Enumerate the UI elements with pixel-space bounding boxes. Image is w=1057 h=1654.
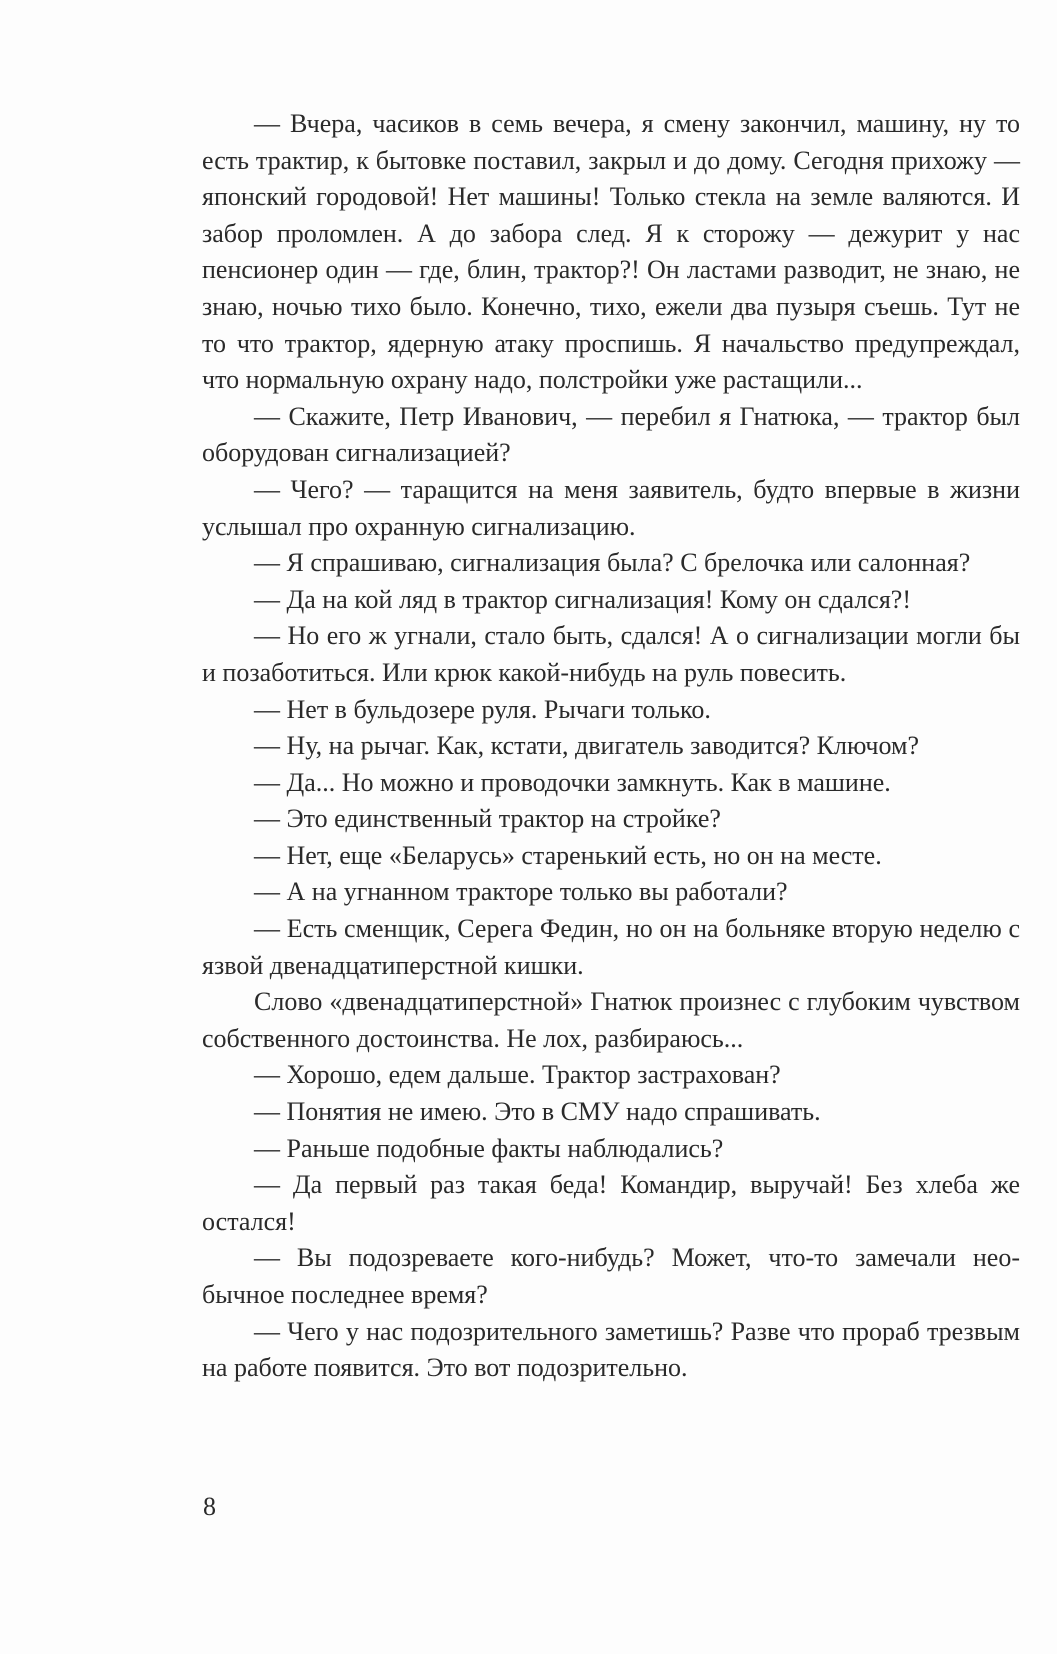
paragraph: — Это единственный трактор на стройке?: [254, 804, 721, 834]
paragraph: — Вчера, часиков в семь вечера, я смену закончил, машину, ну то есть трактир, к бытовке поставил, закрыл и до дому. Сегодня прихожу — японский городовой! Нет машины! Только стекла на земле валяются. И забор проломлен. А до забора след. Я к сторожу — дежурит у нас пенсионер один — где, блин, трактор?! Он ластами разводит, не знаю, не знаю, ночью тихо было. Конечно, тихо, ежели два пузыря съешь. Тут не то что трактор, ядерную атаку проспишь. Я начальство предупреждал, что нормальную охрану надо, полстройки уже растащили...: [202, 109, 1020, 395]
paragraph: — Да первый раз такая беда! Командир, выручай! Без хлеба же остался!: [202, 1170, 1020, 1236]
body-text: [202, 106, 1020, 1387]
paragraph: — Да... Но можно и проводочки замкнуть. Как в машине.: [254, 767, 891, 797]
paragraph: — Раньше подобные факты наблюдались?: [254, 1133, 724, 1163]
paragraph: — Хорошо, едем дальше. Трактор застрахован?: [254, 1060, 781, 1090]
paragraph: — Ну, на рычаг. Как, кстати, двигатель заводится? Ключом?: [254, 731, 919, 761]
paragraph: Слово «двенадцатиперстной» Гнатюк произнес с глубоким чувством собственного достоинства. Не лох, разбираюсь...: [202, 987, 1020, 1053]
paragraph: — Но его ж угнали, стало быть, сдался! А о сигнализации могли бы и позаботиться. Или крюк какой-нибудь на руль повесить.: [202, 621, 1020, 687]
paragraph: — Чего у нас подозрительного заметишь? Разве что прораб трезвым на работе появится. Это вот подозрительно.: [202, 1316, 1020, 1383]
paragraph: — Есть сменщик, Серега Федин, но он на больняке вторую неделю с язвой двенадцатиперстной кишки.: [202, 914, 1020, 980]
paragraph: — Нет в бульдозере руля. Рычаги только.: [254, 694, 711, 724]
paragraph: — А на угнанном тракторе только вы работали?: [254, 877, 788, 907]
paragraph: — Понятия не имею. Это в СМУ надо спрашивать.: [254, 1097, 821, 1127]
paragraph: — Чего? — таращится на меня заявитель, будто впервые в жизни услышал про охранную сигнализацию.: [202, 474, 1020, 541]
paragraph: — Я спрашиваю, сигнализация была? С брелочка или салонная?: [254, 548, 971, 578]
paragraph: — Да на кой ляд в трактор сигнализация! Кому он сдался?!: [254, 584, 911, 614]
paragraph: — Скажите, Петр Иванович, — перебил я Гнатюка, — трактор был оборудован сигнализацией?: [202, 401, 1020, 468]
paragraph: — Вы подозреваете кого-нибудь? Может, что-то замечали необычное последнее время?: [202, 1243, 1020, 1309]
page-number: 8: [203, 1492, 216, 1521]
paragraph: — Нет, еще «Беларусь» старенький есть, но он на месте.: [254, 840, 882, 870]
